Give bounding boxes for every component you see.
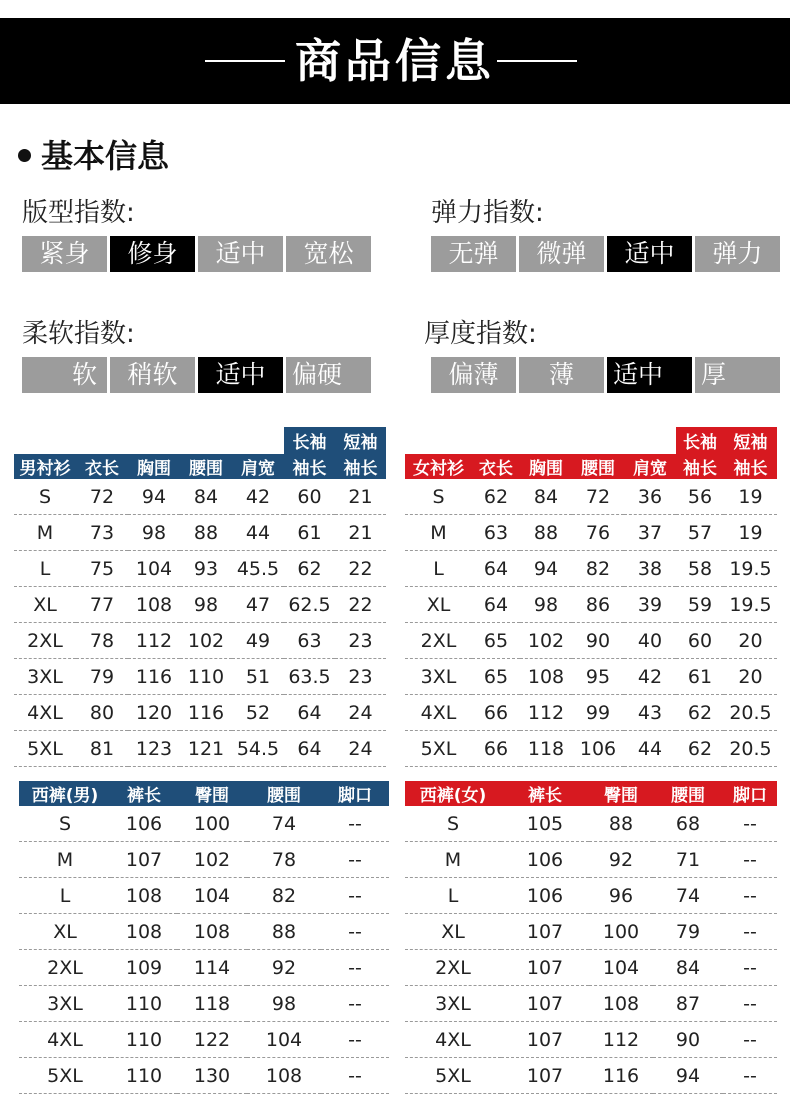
size-cell: XL xyxy=(405,587,472,623)
table-header-cell: 男衬衫 xyxy=(19,459,71,479)
table-row xyxy=(405,878,777,914)
measurement-cell: 110 xyxy=(180,659,232,695)
measurement-cell: 82 xyxy=(572,551,624,587)
table-row xyxy=(14,695,386,731)
measurement-cell: 73 xyxy=(76,515,128,551)
measurement-cell: 98 xyxy=(520,587,572,623)
softness-option-moderate: 适中 xyxy=(198,357,283,393)
measurement-cell: 88 xyxy=(520,515,572,551)
size-cell: 5XL xyxy=(14,731,76,767)
measurement-cell: 121 xyxy=(180,731,232,767)
measurement-cell: 108 xyxy=(128,587,180,623)
fit-index-options xyxy=(22,236,374,272)
size-cell: 4XL xyxy=(405,695,472,731)
table-header-cell: 腰围 xyxy=(671,786,705,806)
table-row xyxy=(405,950,777,986)
measurement-cell: -- xyxy=(321,1022,389,1058)
measurement-cell: 98 xyxy=(128,515,180,551)
measurement-cell: 100 xyxy=(589,914,653,950)
measurement-cell: 92 xyxy=(589,842,653,878)
measurement-cell: 78 xyxy=(247,842,321,878)
measurement-cell: 60 xyxy=(676,623,724,659)
table-row xyxy=(14,551,386,587)
measurement-cell: 108 xyxy=(247,1058,321,1094)
measurement-cell: 71 xyxy=(653,842,723,878)
banner-right-rule xyxy=(497,60,577,62)
measurement-cell: 110 xyxy=(111,986,177,1022)
measurement-cell: 90 xyxy=(572,623,624,659)
table-row xyxy=(405,695,777,731)
measurement-cell: 109 xyxy=(111,950,177,986)
measurement-cell: 64 xyxy=(284,731,335,767)
table-row xyxy=(405,1058,777,1094)
measurement-cell: 60 xyxy=(284,479,335,515)
measurement-cell: 42 xyxy=(232,479,284,515)
measurement-cell: 108 xyxy=(520,659,572,695)
women-shirt-short-sleeve-header: 短袖 xyxy=(724,427,777,454)
table-row xyxy=(19,1058,389,1094)
size-cell: XL xyxy=(19,914,111,950)
size-cell: M xyxy=(405,842,501,878)
size-cell: S xyxy=(405,806,501,842)
measurement-cell: 93 xyxy=(180,551,232,587)
table-header-cell: 肩宽 xyxy=(241,459,275,479)
women-shirt-header-row xyxy=(405,454,777,479)
measurement-cell: -- xyxy=(723,842,777,878)
measurement-cell: 79 xyxy=(653,914,723,950)
measurement-cell: 86 xyxy=(572,587,624,623)
measurement-cell: 107 xyxy=(501,986,589,1022)
measurement-cell: 19 xyxy=(724,479,777,515)
measurement-cell: 107 xyxy=(501,950,589,986)
measurement-cell: 23 xyxy=(335,623,386,659)
measurement-cell: 81 xyxy=(76,731,128,767)
elastic-index-options xyxy=(431,236,783,272)
size-cell: S xyxy=(19,806,111,842)
softness-option-slightly-soft: 稍软 xyxy=(110,357,195,393)
fit-option-regular: 适中 xyxy=(198,236,283,272)
measurement-cell: 104 xyxy=(177,878,247,914)
measurement-cell: 21 xyxy=(335,479,386,515)
table-row xyxy=(14,659,386,695)
size-cell: 3XL xyxy=(19,986,111,1022)
size-cell: M xyxy=(19,842,111,878)
size-cell: L xyxy=(19,878,111,914)
table-header-cell: 臀围 xyxy=(604,786,638,806)
measurement-cell: -- xyxy=(723,950,777,986)
women-pants-header-row xyxy=(405,781,777,806)
table-row xyxy=(405,1022,777,1058)
measurement-cell: 24 xyxy=(335,731,386,767)
size-cell: 4XL xyxy=(19,1022,111,1058)
section-title xyxy=(18,136,169,176)
table-header-cell: 西裤(男) xyxy=(31,786,99,806)
table-row xyxy=(405,731,777,767)
table-header-cell: 裤长 xyxy=(528,786,562,806)
thickness-option-thick: 厚 xyxy=(695,357,780,393)
table-row xyxy=(19,878,389,914)
size-cell: XL xyxy=(405,914,501,950)
measurement-cell: 98 xyxy=(247,986,321,1022)
size-cell: S xyxy=(405,479,472,515)
women-shirt-top-header-row xyxy=(405,427,777,454)
size-cell: L xyxy=(405,551,472,587)
measurement-cell: 72 xyxy=(572,479,624,515)
thickness-option-light: 薄 xyxy=(519,357,604,393)
measurement-cell: 116 xyxy=(180,695,232,731)
measurement-cell: 94 xyxy=(128,479,180,515)
size-cell: 5XL xyxy=(405,731,472,767)
measurement-cell: 44 xyxy=(624,731,676,767)
measurement-cell: 64 xyxy=(472,551,520,587)
measurement-cell: 65 xyxy=(472,623,520,659)
measurement-cell: 106 xyxy=(501,842,589,878)
table-row xyxy=(405,623,777,659)
size-cell: M xyxy=(14,515,76,551)
measurement-cell: 79 xyxy=(76,659,128,695)
size-cell: 3XL xyxy=(405,659,472,695)
table-header-cell: 袖长 xyxy=(292,459,327,479)
measurement-cell: 20 xyxy=(724,623,777,659)
table-header-cell: 西裤(女) xyxy=(419,786,487,806)
section-title-text: 基本信息 xyxy=(41,137,170,175)
size-cell: XL xyxy=(14,587,76,623)
measurement-cell: -- xyxy=(321,914,389,950)
fit-index-label: 版型指数: xyxy=(22,198,135,228)
measurement-cell: 61 xyxy=(676,659,724,695)
softness-index-options xyxy=(22,357,374,393)
softness-option-firm: 偏硬 xyxy=(286,357,371,393)
measurement-cell: 102 xyxy=(177,842,247,878)
table-header-cell: 腰围 xyxy=(267,786,301,806)
measurement-cell: 88 xyxy=(180,515,232,551)
measurement-cell: 45.5 xyxy=(232,551,284,587)
table-row xyxy=(14,479,386,515)
measurement-cell: 98 xyxy=(180,587,232,623)
measurement-cell: 51 xyxy=(232,659,284,695)
measurement-cell: 114 xyxy=(177,950,247,986)
men-pants-header-row xyxy=(19,781,389,806)
measurement-cell: 65 xyxy=(472,659,520,695)
measurement-cell: 102 xyxy=(180,623,232,659)
measurement-cell: 77 xyxy=(76,587,128,623)
bullet-icon xyxy=(18,149,31,162)
measurement-cell: 72 xyxy=(76,479,128,515)
men-shirt-size-table xyxy=(14,427,386,767)
size-cell: 4XL xyxy=(405,1022,501,1058)
measurement-cell: 118 xyxy=(177,986,247,1022)
size-cell: 5XL xyxy=(19,1058,111,1094)
table-row xyxy=(14,587,386,623)
size-cell: 2XL xyxy=(19,950,111,986)
measurement-cell: 104 xyxy=(128,551,180,587)
measurement-cell: 90 xyxy=(653,1022,723,1058)
measurement-cell: 104 xyxy=(589,950,653,986)
softness-index-label: 柔软指数: xyxy=(22,319,135,349)
measurement-cell: 107 xyxy=(501,914,589,950)
measurement-cell: 20 xyxy=(724,659,777,695)
measurement-cell: 42 xyxy=(624,659,676,695)
measurement-cell: 108 xyxy=(111,914,177,950)
men-shirt-short-sleeve-header: 短袖 xyxy=(335,427,386,454)
men-shirt-long-sleeve-header: 长袖 xyxy=(284,427,335,454)
measurement-cell: 104 xyxy=(247,1022,321,1058)
size-cell: 2XL xyxy=(405,950,501,986)
table-row xyxy=(405,659,777,695)
measurement-cell: 82 xyxy=(247,878,321,914)
measurement-cell: 74 xyxy=(653,878,723,914)
table-row xyxy=(14,731,386,767)
measurement-cell: 96 xyxy=(589,878,653,914)
men-shirt-top-header-row xyxy=(14,427,386,454)
measurement-cell: 120 xyxy=(128,695,180,731)
size-cell: 5XL xyxy=(405,1058,501,1094)
measurement-cell: -- xyxy=(723,878,777,914)
size-cell: 3XL xyxy=(14,659,76,695)
measurement-cell: 24 xyxy=(335,695,386,731)
table-row xyxy=(19,950,389,986)
measurement-cell: 102 xyxy=(520,623,572,659)
size-cell: M xyxy=(405,515,472,551)
measurement-cell: 130 xyxy=(177,1058,247,1094)
measurement-cell: 80 xyxy=(76,695,128,731)
size-cell: 3XL xyxy=(405,986,501,1022)
measurement-cell: 66 xyxy=(472,695,520,731)
size-cell: L xyxy=(14,551,76,587)
table-row xyxy=(405,986,777,1022)
measurement-cell: -- xyxy=(723,986,777,1022)
measurement-cell: 112 xyxy=(520,695,572,731)
measurement-cell: 39 xyxy=(624,587,676,623)
size-cell: 2XL xyxy=(405,623,472,659)
measurement-cell: 112 xyxy=(589,1022,653,1058)
measurement-cell: 63.5 xyxy=(284,659,335,695)
measurement-cell: 92 xyxy=(247,950,321,986)
table-header-cell: 女衬衫 xyxy=(413,459,464,479)
measurement-cell: 84 xyxy=(653,950,723,986)
elastic-index-label: 弹力指数: xyxy=(431,198,544,228)
measurement-cell: 21 xyxy=(335,515,386,551)
measurement-cell: 20.5 xyxy=(724,731,777,767)
measurement-cell: 99 xyxy=(572,695,624,731)
measurement-cell: 88 xyxy=(247,914,321,950)
measurement-cell: 94 xyxy=(520,551,572,587)
measurement-cell: 108 xyxy=(111,878,177,914)
table-row xyxy=(19,986,389,1022)
table-row xyxy=(405,551,777,587)
elastic-option-slight: 微弹 xyxy=(519,236,604,272)
measurement-cell: 112 xyxy=(128,623,180,659)
measurement-cell: 76 xyxy=(572,515,624,551)
measurement-cell: 66 xyxy=(472,731,520,767)
measurement-cell: 56 xyxy=(676,479,724,515)
measurement-cell: 38 xyxy=(624,551,676,587)
measurement-cell: 49 xyxy=(232,623,284,659)
table-row xyxy=(14,623,386,659)
measurement-cell: 54.5 xyxy=(232,731,284,767)
table-header-cell: 袖长 xyxy=(733,459,768,479)
measurement-cell: 64 xyxy=(472,587,520,623)
header-banner xyxy=(0,18,790,104)
measurement-cell: 58 xyxy=(676,551,724,587)
women-shirt-size-table xyxy=(405,427,777,767)
softness-option-soft: 软 xyxy=(22,357,107,393)
fit-option-tight: 紧身 xyxy=(22,236,107,272)
table-header-cell: 衣长 xyxy=(85,459,119,479)
table-row xyxy=(19,806,389,842)
measurement-cell: 63 xyxy=(472,515,520,551)
measurement-cell: 74 xyxy=(247,806,321,842)
women-shirt-long-sleeve-header: 长袖 xyxy=(676,427,724,454)
measurement-cell: 84 xyxy=(180,479,232,515)
measurement-cell: 19.5 xyxy=(724,551,777,587)
fit-option-slim: 修身 xyxy=(110,236,195,272)
banner-title: 商品信息 xyxy=(295,34,495,88)
measurement-cell: 118 xyxy=(520,731,572,767)
measurement-cell: 57 xyxy=(676,515,724,551)
women-pants-size-table xyxy=(405,781,777,1094)
measurement-cell: 88 xyxy=(589,806,653,842)
measurement-cell: 84 xyxy=(520,479,572,515)
measurement-cell: 23 xyxy=(335,659,386,695)
measurement-cell: 94 xyxy=(653,1058,723,1094)
table-row xyxy=(405,587,777,623)
measurement-cell: 36 xyxy=(624,479,676,515)
table-row xyxy=(405,842,777,878)
measurement-cell: 75 xyxy=(76,551,128,587)
measurement-cell: 43 xyxy=(624,695,676,731)
measurement-cell: -- xyxy=(321,986,389,1022)
measurement-cell: 116 xyxy=(128,659,180,695)
table-header-cell: 腰围 xyxy=(189,459,223,479)
measurement-cell: 64 xyxy=(284,695,335,731)
elastic-option-none: 无弹 xyxy=(431,236,516,272)
measurement-cell: -- xyxy=(321,878,389,914)
measurement-cell: -- xyxy=(321,950,389,986)
measurement-cell: 107 xyxy=(501,1058,589,1094)
measurement-cell: -- xyxy=(723,1022,777,1058)
measurement-cell: 110 xyxy=(111,1022,177,1058)
elastic-option-moderate: 适中 xyxy=(607,236,692,272)
measurement-cell: 61 xyxy=(284,515,335,551)
table-row xyxy=(19,1022,389,1058)
measurement-cell: -- xyxy=(321,1058,389,1094)
table-row xyxy=(405,479,777,515)
table-header-cell: 胸围 xyxy=(137,459,171,479)
table-header-cell: 裤长 xyxy=(127,786,161,806)
measurement-cell: 19.5 xyxy=(724,587,777,623)
measurement-cell: 40 xyxy=(624,623,676,659)
measurement-cell: 47 xyxy=(232,587,284,623)
measurement-cell: 37 xyxy=(624,515,676,551)
measurement-cell: 106 xyxy=(111,806,177,842)
measurement-cell: 20.5 xyxy=(724,695,777,731)
table-header-cell: 袖长 xyxy=(683,459,717,479)
size-cell: 2XL xyxy=(14,623,76,659)
measurement-cell: 22 xyxy=(335,551,386,587)
measurement-cell: 52 xyxy=(232,695,284,731)
measurement-cell: 22 xyxy=(335,587,386,623)
measurement-cell: 123 xyxy=(128,731,180,767)
table-header-cell: 袖长 xyxy=(343,459,378,479)
table-header-cell: 臀围 xyxy=(195,786,229,806)
table-row xyxy=(19,842,389,878)
men-shirt-header-row xyxy=(14,454,386,479)
thickness-index-label: 厚度指数: xyxy=(424,319,537,349)
measurement-cell: 116 xyxy=(589,1058,653,1094)
measurement-cell: 62 xyxy=(472,479,520,515)
measurement-cell: 19 xyxy=(724,515,777,551)
table-header-cell: 脚口 xyxy=(338,786,372,806)
measurement-cell: 62 xyxy=(284,551,335,587)
elastic-option-stretch: 弹力 xyxy=(695,236,780,272)
measurement-cell: 95 xyxy=(572,659,624,695)
table-row xyxy=(405,914,777,950)
measurement-cell: 68 xyxy=(653,806,723,842)
measurement-cell: -- xyxy=(723,806,777,842)
measurement-cell: 108 xyxy=(177,914,247,950)
table-header-cell: 脚口 xyxy=(733,786,767,806)
table-header-cell: 胸围 xyxy=(529,459,563,479)
measurement-cell: -- xyxy=(723,1058,777,1094)
measurement-cell: -- xyxy=(321,842,389,878)
measurement-cell: 100 xyxy=(177,806,247,842)
measurement-cell: 44 xyxy=(232,515,284,551)
measurement-cell: 62.5 xyxy=(284,587,335,623)
thickness-index-options xyxy=(431,357,783,393)
measurement-cell: 110 xyxy=(111,1058,177,1094)
measurement-cell: 78 xyxy=(76,623,128,659)
table-header-cell: 肩宽 xyxy=(633,459,667,479)
measurement-cell: 63 xyxy=(284,623,335,659)
men-pants-size-table xyxy=(19,781,389,1094)
table-header-cell: 腰围 xyxy=(581,459,615,479)
measurement-cell: 87 xyxy=(653,986,723,1022)
fit-option-loose: 宽松 xyxy=(286,236,371,272)
table-row xyxy=(405,806,777,842)
size-cell: 4XL xyxy=(14,695,76,731)
measurement-cell: 62 xyxy=(676,731,724,767)
thickness-option-thin: 偏薄 xyxy=(431,357,516,393)
measurement-cell: -- xyxy=(321,806,389,842)
measurement-cell: 108 xyxy=(589,986,653,1022)
measurement-cell: 62 xyxy=(676,695,724,731)
table-row xyxy=(405,515,777,551)
measurement-cell: 107 xyxy=(501,1022,589,1058)
measurement-cell: 59 xyxy=(676,587,724,623)
size-cell: S xyxy=(14,479,76,515)
measurement-cell: 106 xyxy=(572,731,624,767)
table-header-cell: 衣长 xyxy=(479,459,513,479)
measurement-cell: -- xyxy=(723,914,777,950)
measurement-cell: 107 xyxy=(111,842,177,878)
thickness-option-moderate: 适中 xyxy=(607,357,692,393)
measurement-cell: 122 xyxy=(177,1022,247,1058)
size-cell: L xyxy=(405,878,501,914)
table-row xyxy=(19,914,389,950)
table-row xyxy=(14,515,386,551)
measurement-cell: 105 xyxy=(501,806,589,842)
measurement-cell: 106 xyxy=(501,878,589,914)
